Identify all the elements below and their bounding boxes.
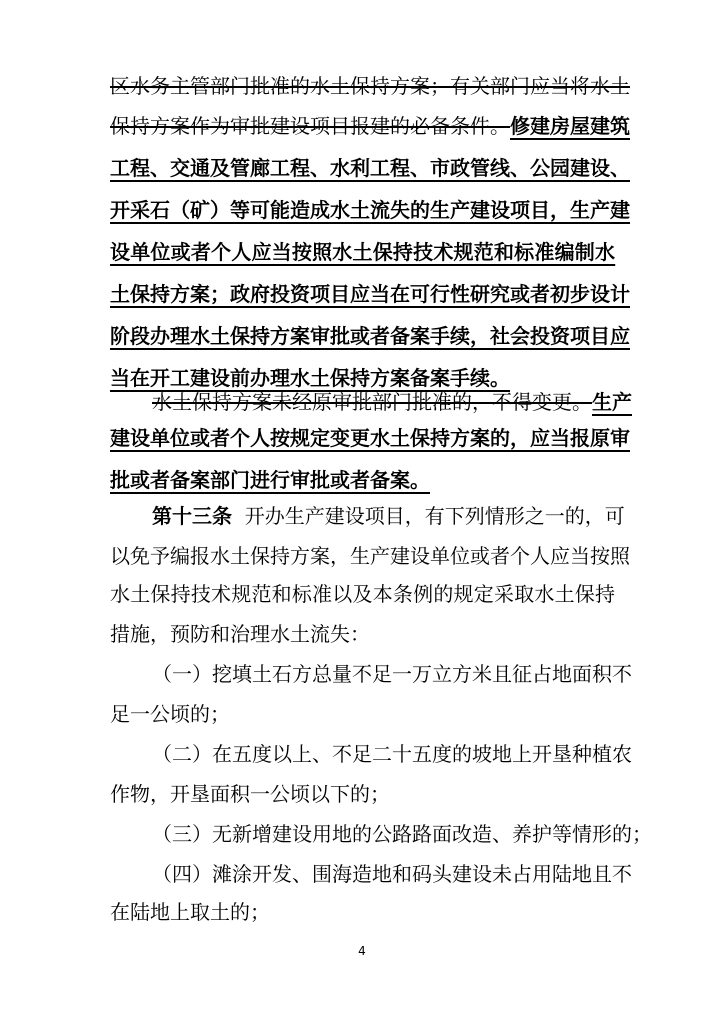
- body-text: 以免予编报水土保持方案，生产建设单位或者个人应当按照: [110, 544, 630, 568]
- page-number: 4: [358, 944, 366, 958]
- text-line: [110, 315, 630, 357]
- text-line: [110, 417, 630, 459]
- inserted-text: 开采石（矿）等可能造成水土流失的生产建设项目，生产建: [110, 198, 630, 222]
- inserted-text: 生产: [592, 390, 632, 414]
- body-text: 作物，开垦面积一公顷以下的；: [110, 782, 390, 806]
- text-line: [110, 613, 615, 655]
- inserted-text: 工程、交通及管廊工程、水利工程、市政管线、公园建设、: [110, 156, 630, 180]
- text-line: [110, 693, 615, 735]
- body-text: 足一公顷的；: [110, 702, 230, 726]
- text-line: [110, 573, 615, 615]
- body-text: 开办生产建设项目，有下列情形之一的，可: [232, 504, 625, 528]
- text-line: [152, 813, 652, 855]
- deleted-text: 区水务主管部门批准的水土保持方案；有关部门应当将水土: [110, 74, 630, 98]
- inserted-text: 设单位或者个人应当按照水土保持技术规范和标准编制水: [110, 240, 616, 264]
- inserted-text: 修建房屋建筑: [510, 114, 630, 138]
- text-line: [110, 65, 630, 107]
- inserted-text: 批或者备案部门进行审批或者备案。: [110, 468, 430, 492]
- body-text: （二）在五度以上、不足二十五度的坡地上开垦种植农: [152, 742, 632, 766]
- body-text: （一）挖填土石方总量不足一万立方米且征占地面积不: [152, 662, 632, 686]
- text-line: [110, 147, 630, 189]
- text-line: [110, 273, 630, 315]
- inserted-text: 建设单位或者个人按规定变更水土保持方案的，应当报原审: [110, 426, 630, 450]
- body-text: 在陆地上取土的；: [110, 900, 270, 924]
- text-line: [110, 189, 630, 231]
- text-line: [110, 535, 630, 577]
- text-line: [152, 495, 625, 537]
- text-line: [110, 773, 615, 815]
- text-line: [152, 653, 632, 695]
- article-heading: 第十三条: [152, 504, 232, 528]
- inserted-text: 阶段办理水土保持方案审批或者备案手续，社会投资项目应: [110, 324, 630, 348]
- body-text: 措施，预防和治理水土流失：: [110, 622, 370, 646]
- inserted-text: 当在开工建设前办理水土保持方案备案手续。: [110, 366, 510, 390]
- text-line: [152, 733, 632, 775]
- text-line: [110, 891, 615, 933]
- deleted-text: 保持方案作为审批建设项目报建的必备条件。: [110, 114, 510, 138]
- text-line: [110, 231, 615, 273]
- body-text: （四）滩涂开发、围海造地和码头建设未占用陆地且不: [152, 862, 632, 886]
- body-text: 水土保持技术规范和标准以及本条例的规定采取水土保持: [110, 582, 616, 606]
- body-text: （三）无新增建设用地的公路路面改造、养护等情形的；: [152, 822, 652, 846]
- deleted-text: 水土保持方案未经原审批部门批准的，不得变更。: [152, 390, 592, 414]
- text-line: [110, 105, 630, 147]
- inserted-text: 土保持方案；政府投资项目应当在可行性研究或者初步设计: [110, 282, 630, 306]
- text-line: [152, 853, 632, 895]
